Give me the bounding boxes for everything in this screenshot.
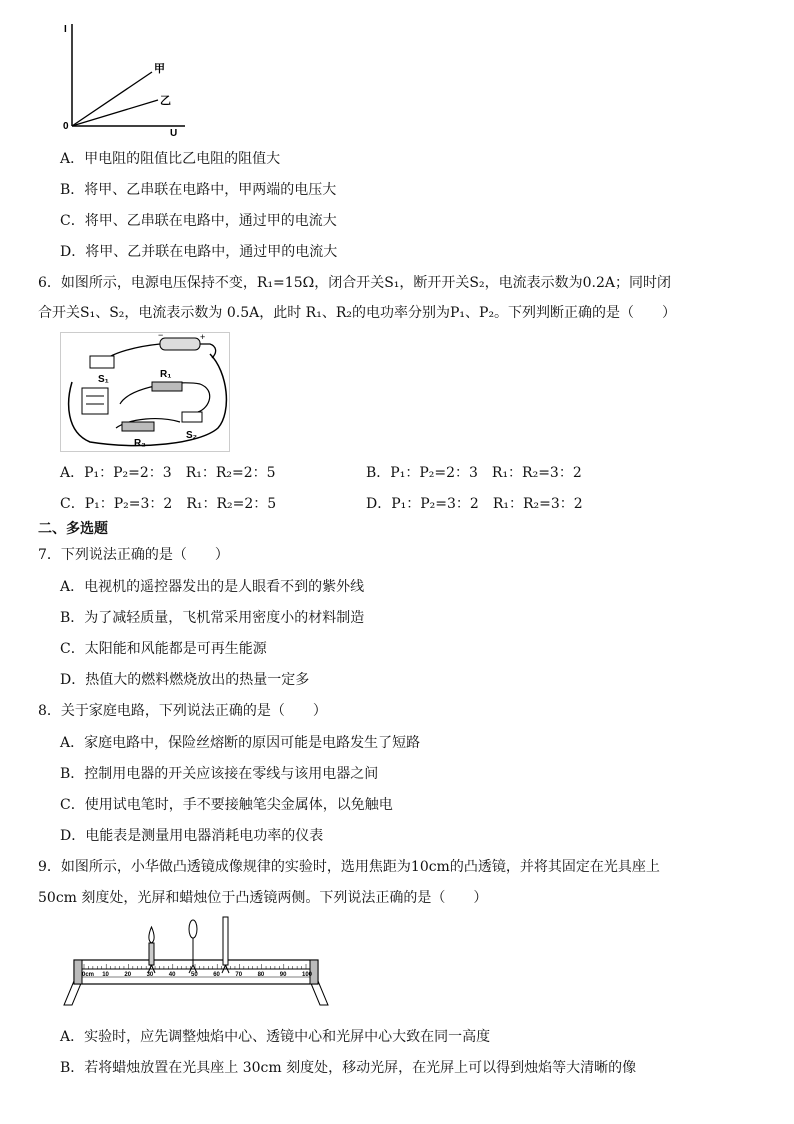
jia-label: 甲 (154, 63, 165, 75)
ammeter (82, 388, 108, 414)
q8-option-b: B．控制用电器的开关应该接在零线与该用电器之间 (60, 766, 379, 782)
s1-label: S₁ (98, 374, 109, 385)
optical-bench-figure (60, 915, 335, 1010)
ruler-tick-label: 80 (257, 972, 265, 978)
q5-option-d: D．将甲、乙并联在电路中，通过甲的电流大 (60, 244, 338, 260)
q6-option-d: D．P₁：P₂=3：2 R₁：R₂=3：2 (366, 496, 583, 512)
convex-lens (189, 920, 197, 938)
ruler-tick-label: 20 (124, 972, 132, 978)
ruler-tick-label: 100 (302, 972, 313, 978)
battery-plus: + (200, 332, 206, 342)
q6-option-b: B．P₁：P₂=2：3 R₁：R₂=3：2 (366, 465, 582, 481)
q6-option-a: A．P₁：P₂=2：3 R₁：R₂=2：5 (60, 465, 276, 481)
q7-option-b: B．为了减轻质量，飞机常采用密度小的材料制造 (60, 610, 365, 626)
ruler-tick-label: 90 (279, 972, 287, 978)
q9-option-a: A．实验时，应先调整烛焰中心、透镜中心和光屏中心大致在同一高度 (60, 1029, 491, 1045)
light-screen (223, 917, 228, 965)
s2-label: S₂ (186, 430, 198, 441)
ruler-tick-label: 10 (102, 972, 109, 978)
ruler-tick-label: 50 (191, 972, 198, 978)
yi-label: 乙 (160, 95, 171, 107)
candle-flame-icon (149, 927, 154, 943)
switch-s1 (90, 356, 114, 368)
ruler-tick-label: 40 (168, 972, 176, 978)
r1-label: R₁ (160, 369, 172, 380)
q9-option-b: B．若将蜡烛放置在光具座上 30cm 刻度处，移动光屏，在光屏上可以得到烛焰等大清晰的像 (60, 1060, 637, 1076)
ruler-tick-label: 30 (146, 972, 154, 978)
r2-label: R₂ (134, 438, 146, 449)
q8-option-d: D．电能表是测量用电器消耗电功率的仪表 (60, 828, 324, 844)
q8-stem: 8．关于家庭电路，下列说法正确的是（ ） (38, 703, 327, 719)
ruler-tick-label: 0cm (82, 972, 95, 978)
line-jia (72, 72, 152, 126)
q7-option-a: A．电视机的遥控器发出的是人眼看不到的紫外线 (60, 579, 365, 595)
resistor-r1 (152, 382, 182, 391)
circuit-figure (60, 332, 230, 452)
q7-option-c: C．太阳能和风能都是可再生能源 (60, 641, 267, 657)
candle (149, 943, 154, 965)
ruler-tick-label: 70 (235, 972, 243, 978)
battery-minus: − (158, 332, 164, 340)
ruler-tick-label: 60 (213, 972, 220, 978)
line-yi (72, 100, 158, 126)
q6-stem-line1: 6．如图所示，电源电压保持不变，R₁=15Ω，闭合开关S₁，断开开关S₂，电流表示数为0.2A；同时闭 (38, 275, 671, 291)
iu-graph-figure (60, 18, 190, 138)
q9-stem-line2: 50cm 刻度处，光屏和蜡烛位于凸透镜两侧。下列说法正确的是（ ） (38, 890, 488, 906)
q7-stem: 7．下列说法正确的是（ ） (38, 547, 229, 563)
q5-option-c: C．将甲、乙串联在电路中，通过甲的电流大 (60, 213, 337, 229)
q5-option-b: B．将甲、乙串联在电路中，甲两端的电压大 (60, 182, 337, 198)
q8-option-c: C．使用试电笔时，手不要接触笔尖金属体，以免触电 (60, 797, 393, 813)
switch-s2 (182, 412, 202, 422)
u-axis-label: U (170, 128, 178, 138)
origin-label: 0 (63, 121, 69, 132)
section-title: 二、多选题 (38, 521, 108, 537)
q8-option-a: A．家庭电路中，保险丝熔断的原因可能是电路发生了短路 (60, 735, 421, 751)
q6-option-c: C．P₁：P₂=3：2 R₁：R₂=2：5 (60, 496, 277, 512)
q5-option-a: A．甲电阻的阻值比乙电阻的阻值大 (60, 151, 281, 167)
q9-stem-line1: 9．如图所示，小华做凸透镜成像规律的实验时，选用焦距为10cm的凸透镜，并将其固定在光具座上 (38, 859, 660, 875)
battery (160, 338, 200, 350)
resistor-r2 (122, 422, 154, 431)
q6-stem-line2: 合开关S₁、S₂，电流表示数为 0.5A，此时 R₁、R₂的电功率分别为P₁、P₂。下列判断正确的是（ ） (38, 305, 677, 321)
i-axis-label: I (64, 24, 67, 35)
q7-option-d: D．热值大的燃料燃烧放出的热量一定多 (60, 672, 310, 688)
